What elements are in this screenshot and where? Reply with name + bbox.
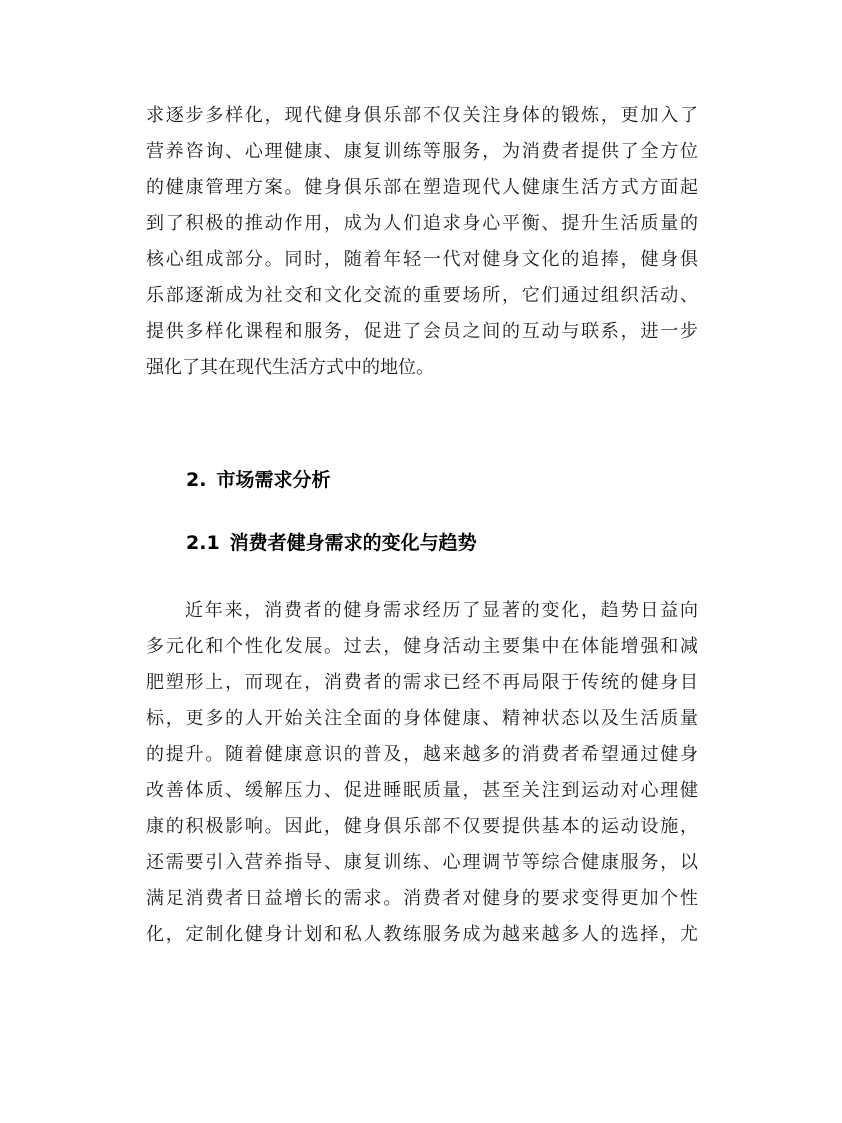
subsection-heading <box>186 528 477 558</box>
text-line: 多元化和个性化发展。过去，健身活动主要集中在体能增强和减 <box>146 636 698 657</box>
text-line: 到了积极的推动作用，成为人们追求身心平衡、提升生活质量的 <box>146 213 698 234</box>
paragraph-club-role <box>146 98 698 386</box>
subsection-number: 2.1 <box>186 532 220 554</box>
text-line: 乐部逐渐成为社交和文化交流的重要场所，它们通过组织活动、 <box>146 285 698 306</box>
text-line: 营养咨询、心理健康、康复训练等服务，为消费者提供了全方位 <box>146 141 698 162</box>
section-heading <box>186 465 330 495</box>
text-line: 肥塑形上，而现在，消费者的需求已经不再局限于传统的健身目 <box>146 672 698 693</box>
text-line: 满足消费者日益增长的需求。消费者对健身的要求变得更加个性 <box>146 888 698 909</box>
text-line: 强化了其在现代生活方式中的地位。 <box>146 357 434 378</box>
text-line: 还需要引入营养指导、康复训练、心理调节等综合健康服务，以 <box>146 852 698 873</box>
text-line: 康的积极影响。因此，健身俱乐部不仅要提供基本的运动设施， <box>146 816 698 837</box>
text-line: 改善体质、缓解压力、促进睡眠质量，甚至关注到运动对心理健 <box>146 780 698 801</box>
text-line: 核心组成部分。同时，随着年轻一代对健身文化的追捧，健身俱 <box>146 249 698 270</box>
text-line: 的健康管理方案。健身俱乐部在塑造现代人健康生活方式方面起 <box>146 177 698 198</box>
text-line: 标，更多的人开始关注全面的身体健康、精神状态以及生活质量 <box>146 708 698 729</box>
text-line: 求逐步多样化，现代健身俱乐部不仅关注身体的锻炼，更加入了 <box>146 105 698 126</box>
paragraph-demand-trends <box>146 593 698 953</box>
text-line: 的提升。随着健康意识的普及，越来越多的消费者希望通过健身 <box>146 744 698 765</box>
text-line: 化，定制化健身计划和私人教练服务成为越来越多人的选择，尤 <box>146 924 698 945</box>
subsection-title: 消费者健身需求的变化与趋势 <box>229 532 477 554</box>
section-title: 市场需求分析 <box>216 469 331 491</box>
text-line: 提供多样化课程和服务，促进了会员之间的互动与联系，进一步 <box>146 321 698 342</box>
text-line: 近年来，消费者的健身需求经历了显著的变化，趋势日益向 <box>185 600 698 621</box>
section-number: 2. <box>186 469 207 491</box>
